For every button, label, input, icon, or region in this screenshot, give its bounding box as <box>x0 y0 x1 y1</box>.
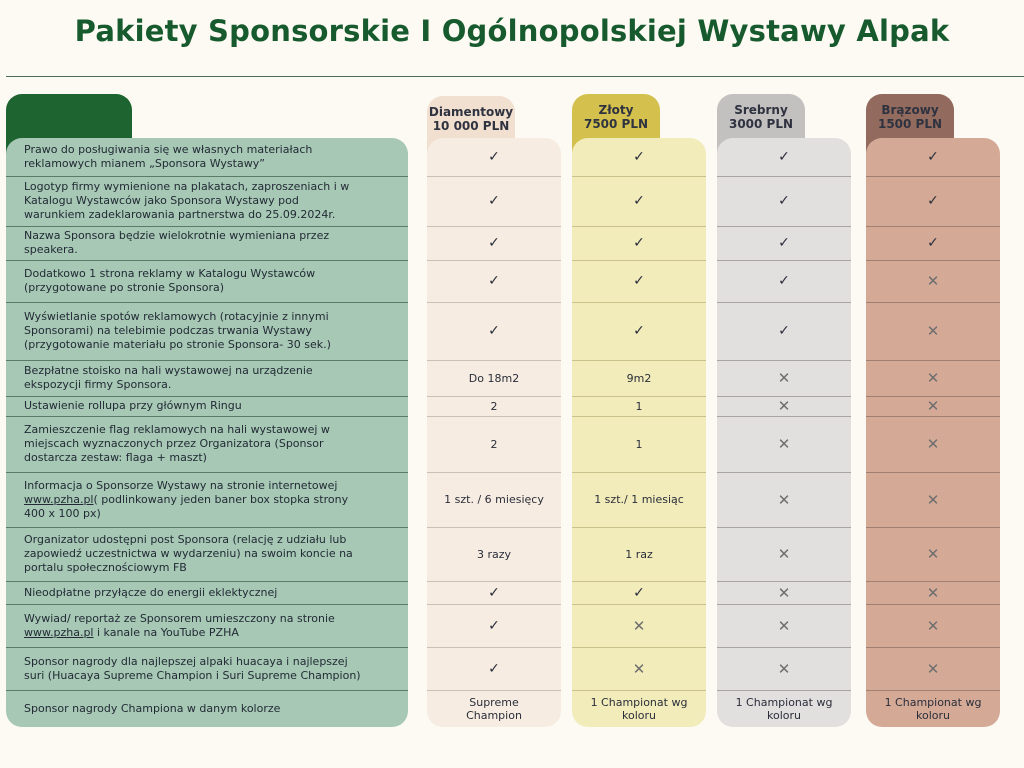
cross-icon: ✕ <box>777 659 791 678</box>
cell-value: 1 Championat wg koloru <box>884 695 982 722</box>
benefit-line: warunkiem zadeklarowania partnerstwa do 25.09.2024r. <box>24 208 336 221</box>
cell-value: 1 szt. / 6 miesięcy <box>444 493 544 506</box>
package-name: Złoty <box>598 103 634 117</box>
benefit-line: 400 x 100 px) <box>24 506 101 520</box>
package-cell <box>572 226 706 260</box>
benefit-line: Katalogu Wystawców jako Sponsora Wystawy pod <box>24 194 299 207</box>
cell-value: 9m2 <box>626 371 652 385</box>
package-cell <box>427 472 561 527</box>
package-name: Diamentowy <box>428 105 514 119</box>
cross-icon: ✕ <box>926 490 940 509</box>
package-cell <box>572 396 706 416</box>
package-cell <box>572 176 706 226</box>
package-cell <box>866 260 1000 302</box>
benefit-label <box>24 226 402 260</box>
package-cell <box>427 690 561 727</box>
benefit-text <box>24 399 242 413</box>
check-icon: ✓ <box>778 193 790 209</box>
benefit-label <box>24 260 402 302</box>
package-cell <box>866 527 1000 581</box>
cell-value: 3 razy <box>476 547 512 561</box>
benefit-line: Logotyp firmy wymienione na plakatach, zaproszeniach i w <box>24 180 350 193</box>
package-cell <box>866 360 1000 396</box>
check-icon: ✓ <box>778 149 790 165</box>
benefit-line: (przygotowanie materiału po stronie Sponsora- 30 sek.) <box>24 338 331 351</box>
package-cell <box>866 138 1000 176</box>
cross-icon: ✕ <box>926 322 940 340</box>
cross-icon: ✕ <box>777 397 791 415</box>
package-cell <box>866 647 1000 690</box>
website-link[interactable]: www.pzha.pl <box>24 625 94 639</box>
cross-icon: ✕ <box>926 435 940 453</box>
benefit-text <box>24 229 329 257</box>
benefit-line: Ustawienie rollupa przy głównym Ringu <box>24 399 242 412</box>
benefit-text <box>24 533 353 575</box>
check-icon: ✓ <box>488 149 500 165</box>
package-price: 1500 PLN <box>877 117 943 131</box>
package-cell <box>572 360 706 396</box>
check-icon: ✓ <box>488 323 500 339</box>
package-cell <box>427 226 561 260</box>
cross-icon: ✕ <box>777 490 791 509</box>
package-cell <box>717 260 851 302</box>
benefit-text <box>24 586 277 600</box>
benefit-text <box>24 180 349 222</box>
benefit-line: portalu społecznościowym FB <box>24 561 187 574</box>
package-cell <box>427 302 561 360</box>
package-cell <box>717 302 851 360</box>
benefit-label <box>24 647 402 690</box>
benefit-line: Bezpłatne stoisko na hali wystawowej na urządzenie <box>24 364 313 377</box>
cell-value: 2 <box>490 437 498 451</box>
package-cell <box>572 690 706 727</box>
benefit-line: Zamieszczenie flag reklamowych na hali wystawowej w <box>24 423 330 436</box>
title-divider <box>6 76 1024 77</box>
package-cell <box>866 302 1000 360</box>
package-cell <box>572 604 706 647</box>
package-cell <box>572 138 706 176</box>
cross-icon: ✕ <box>777 369 791 387</box>
benefit-line: ekspozycji firmy Sponsora. <box>24 378 172 391</box>
cross-icon: ✕ <box>926 397 940 415</box>
cell-value: 1 Championat wg koloru <box>735 695 833 722</box>
benefit-line: Wywiad/ reportaż ze Sponsorem umieszczony na stronie <box>24 611 335 625</box>
benefit-line: Prawo do posługiwania się we własnych materiałach <box>24 143 313 156</box>
cross-icon: ✕ <box>777 616 791 635</box>
package-cell <box>572 647 706 690</box>
benefit-text <box>24 143 312 171</box>
cross-icon: ✕ <box>632 616 646 635</box>
package-cell <box>717 416 851 472</box>
benefit-line: zapowiedź uczestnictwa w wydarzeniu) na swoim koncie na <box>24 547 353 560</box>
package-cell <box>427 416 561 472</box>
package-cell <box>717 176 851 226</box>
benefit-label <box>24 176 402 226</box>
package-cell <box>866 176 1000 226</box>
package-cell <box>427 360 561 396</box>
cross-icon: ✕ <box>926 272 940 290</box>
benefit-text <box>24 479 348 521</box>
package-cell <box>717 138 851 176</box>
benefit-label <box>24 472 402 527</box>
cell-value: 1 <box>635 399 643 413</box>
cross-icon: ✕ <box>926 583 940 602</box>
benefit-line-rest: i kanale na YouTube PZHA <box>93 625 239 639</box>
check-icon: ✓ <box>633 323 645 339</box>
benefit-line: reklamowych mianem „Sponsora Wystawy” <box>24 157 265 170</box>
page-title: Pakiety Sponsorskie I Ogólnopolskiej Wystawy Alpak <box>74 14 950 48</box>
package-cell <box>717 226 851 260</box>
cross-icon: ✕ <box>777 435 791 453</box>
package-name: Brązowy <box>881 103 939 117</box>
package-cell <box>717 581 851 604</box>
benefit-line: Sponsorami) na telebimie podczas trwania Wystawy <box>24 324 312 337</box>
package-cell <box>572 416 706 472</box>
cell-value: 1 Championat wg koloru <box>590 695 688 722</box>
benefit-line: Sponsor nagrody dla najlepszej alpaki huacaya i najlepszej <box>24 654 348 668</box>
cell-value: 2 <box>490 399 498 413</box>
check-icon: ✓ <box>633 149 645 165</box>
cross-icon: ✕ <box>926 545 940 563</box>
benefit-line: Organizator udostępni post Sponsora (relację z udziału lub <box>24 533 347 546</box>
benefit-label <box>24 302 402 360</box>
benefit-label <box>24 604 402 647</box>
benefit-line <box>24 493 348 507</box>
benefit-text <box>24 423 330 465</box>
package-cell <box>572 302 706 360</box>
benefit-line: Dodatkowo 1 strona reklamy w Katalogu Wystawców <box>24 267 316 280</box>
check-icon: ✓ <box>778 235 790 251</box>
package-cell <box>866 472 1000 527</box>
package-cell <box>866 581 1000 604</box>
benefit-label <box>24 581 402 604</box>
package-cell <box>572 527 706 581</box>
benefit-line: Nazwa Sponsora będzie wielokrotnie wymieniana przez <box>24 229 330 242</box>
package-cell <box>427 527 561 581</box>
benefit-line: suri (Huacaya Supreme Champion i Suri Supreme Champion) <box>24 668 361 682</box>
package-cell <box>717 472 851 527</box>
package-cell <box>427 396 561 416</box>
benefit-label <box>24 527 402 581</box>
benefit-line-rest: ( podlinkowany jeden baner box stopka strony <box>93 492 349 506</box>
benefit-line: miejscach wyznaczonych przez Organizatora (Sponsor <box>24 437 324 450</box>
package-cell <box>717 690 851 727</box>
package-cell <box>866 690 1000 727</box>
benefit-line: Sponsor nagrody Championa w danym kolorze <box>24 701 281 715</box>
package-cell <box>866 604 1000 647</box>
website-link[interactable]: www.pzha.pl <box>24 492 94 506</box>
package-name: Srebrny <box>734 103 788 117</box>
cross-icon: ✕ <box>926 659 940 678</box>
benefit-line: dostarcza zestaw: flaga + maszt) <box>24 451 207 464</box>
benefit-text <box>24 655 361 683</box>
package-cell <box>427 260 561 302</box>
cell-value: Supreme Champion <box>466 695 522 722</box>
cross-icon: ✕ <box>926 369 940 387</box>
package-price: 7500 PLN <box>583 117 649 131</box>
package-cell <box>717 604 851 647</box>
check-icon: ✓ <box>633 193 645 209</box>
package-cell <box>572 260 706 302</box>
cell-value: 1 <box>635 437 643 451</box>
benefit-label <box>24 396 402 416</box>
check-icon: ✓ <box>488 193 500 209</box>
package-cell <box>717 396 851 416</box>
package-price: 3000 PLN <box>728 117 794 131</box>
cell-value: 1 szt./ 1 miesiąc <box>594 493 684 506</box>
package-cell <box>717 527 851 581</box>
benefit-line: Informacja o Sponsorze Wystawy na stronie internetowej <box>24 478 338 492</box>
check-icon: ✓ <box>778 273 790 289</box>
check-icon: ✓ <box>488 660 500 677</box>
check-icon: ✓ <box>927 235 939 251</box>
benefit-label <box>24 416 402 472</box>
check-icon: ✓ <box>488 235 500 251</box>
check-icon: ✓ <box>488 584 500 601</box>
check-icon: ✓ <box>927 193 939 209</box>
package-cell <box>717 360 851 396</box>
benefit-text <box>24 364 313 392</box>
package-cell <box>427 647 561 690</box>
benefit-line <box>24 626 335 640</box>
check-icon: ✓ <box>927 149 939 165</box>
package-cell <box>427 176 561 226</box>
benefit-line: speakera. <box>24 243 78 256</box>
benefit-line: Nieodpłatne przyłącze do energii eklektycznej <box>24 585 278 599</box>
package-cell <box>427 604 561 647</box>
benefit-line: (przygotowane po stronie Sponsora) <box>24 281 225 294</box>
check-icon: ✓ <box>488 617 500 634</box>
package-cell <box>866 396 1000 416</box>
check-icon: ✓ <box>633 273 645 289</box>
benefit-label <box>24 360 402 396</box>
benefit-label <box>24 138 402 176</box>
package-cell <box>427 581 561 604</box>
package-price: 10 000 PLN <box>432 119 510 133</box>
cross-icon: ✕ <box>777 545 791 563</box>
check-icon: ✓ <box>633 235 645 251</box>
cross-icon: ✕ <box>926 616 940 635</box>
benefit-text <box>24 612 335 640</box>
package-cell <box>866 416 1000 472</box>
check-icon: ✓ <box>488 273 500 289</box>
cell-value: Do 18m2 <box>468 371 520 385</box>
check-icon: ✓ <box>778 323 790 339</box>
cross-icon: ✕ <box>632 659 646 678</box>
cell-value: 1 raz <box>625 547 653 561</box>
benefit-line: Wyświetlanie spotów reklamowych (rotacyjnie z innymi <box>24 310 329 323</box>
cross-icon: ✕ <box>777 583 791 602</box>
package-cell <box>572 472 706 527</box>
benefit-text <box>24 702 280 716</box>
benefit-text <box>24 267 315 295</box>
package-cell <box>572 581 706 604</box>
package-cell <box>717 647 851 690</box>
check-icon: ✓ <box>633 584 645 601</box>
benefit-text <box>24 310 331 352</box>
package-cell <box>866 226 1000 260</box>
benefit-label <box>24 690 402 727</box>
package-cell <box>427 138 561 176</box>
